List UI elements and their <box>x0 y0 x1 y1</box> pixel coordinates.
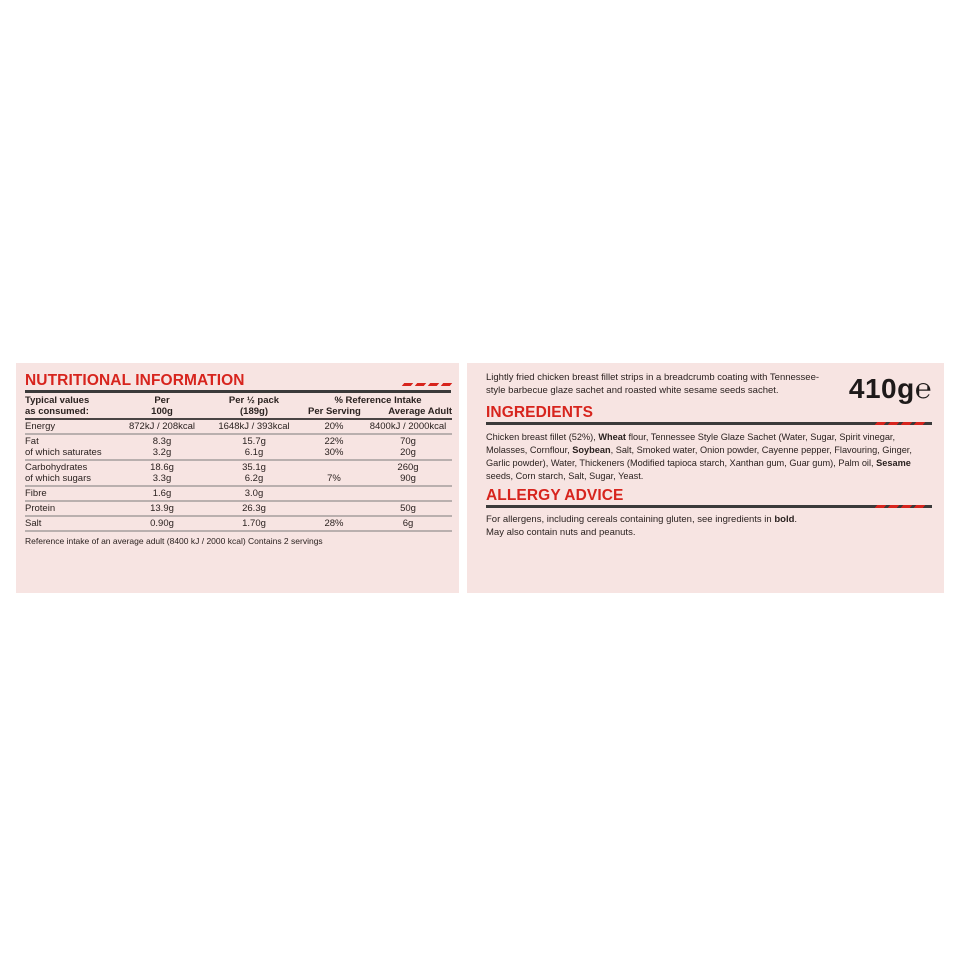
header-average-adult: Average Adult <box>388 406 452 417</box>
allergy-title: ALLERGY ADVICE <box>486 487 624 504</box>
ingredients-text: Chicken breast fillet (52%), Wheat flour, Tennessee Style Glaze Sachet (Water, Sugar, Spirit vinegar, Molasses, Cornflour, Soybean, Salt, Smoked water, Onion powder, Cayenne pepper, Flavouring, Ginger, Garlic powder), Water, Thickeners (Modified tapioca starch, Xanthan gum, Guar gum), Palm oil, Sesame seeds, Corn starch, Salt, Sugar, Yeast. <box>486 432 912 481</box>
header-per-half-pack: Per ½ pack (189g) <box>228 395 280 417</box>
nutrition-row-sugars: of which sugars 3.3g 6.2g 7% 90g <box>25 473 416 484</box>
allergy-title-rule <box>486 505 932 508</box>
nutrition-row-salt: Salt 0.90g 1.70g 28% 6g <box>25 518 414 529</box>
header-per-serving: Per Serving <box>308 406 361 417</box>
red-dash-decoration <box>876 505 924 508</box>
nutrition-header-row <box>25 395 452 417</box>
nutrition-row-saturates: of which saturates 3.2g 6.1g 30% 20g <box>25 447 416 458</box>
ingredients-panel <box>467 363 944 593</box>
ingredients-title: INGREDIENTS <box>486 404 594 421</box>
header-per-100g: Per 100g <box>151 395 173 417</box>
header-reference-intake: % Reference Intake Per Serving Average Adult <box>308 395 452 417</box>
allergy-line-2: May also contain nuts and peanuts. <box>486 527 636 538</box>
nutrition-row-energy: Energy 872kJ / 208kcal 1648kJ / 393kcal 20% 8400kJ / 2000kcal <box>25 421 447 432</box>
red-dash-decoration <box>403 383 451 386</box>
header-typical-values: Typical values as consumed: <box>25 395 90 417</box>
nutrition-row-carbohydrates: Carbohydrates 18.6g 35.1g 260g <box>25 462 419 473</box>
nutrition-table <box>25 395 452 533</box>
allergy-text <box>486 513 932 539</box>
allergy-line-1: For allergens, including cereals containing gluten, see ingredients in bold. <box>486 514 798 525</box>
red-dash-decoration <box>876 422 924 425</box>
nutrition-title: NUTRITIONAL INFORMATION <box>25 372 245 389</box>
net-weight: 410g℮ <box>848 373 932 404</box>
nutrition-panel <box>16 363 459 593</box>
product-description: Lightly fried chicken breast fillet strips in a breadcrumb coating with Tennessee-style barbecue glaze sachet and roasted white sesame seeds sachet. <box>486 372 820 396</box>
nutrition-row-protein: Protein 13.9g 26.3g 50g <box>25 503 416 514</box>
nutrition-title-rule <box>25 390 451 393</box>
nutrition-footnote: Reference intake of an average adult (8400 kJ / 2000 kcal) Contains 2 servings <box>25 536 323 546</box>
ingredients-title-rule <box>486 422 932 425</box>
nutrition-row-fibre: Fibre 1.6g 3.0g <box>25 488 264 499</box>
nutrition-row-fat: Fat 8.3g 15.7g 22% 70g <box>25 436 416 447</box>
